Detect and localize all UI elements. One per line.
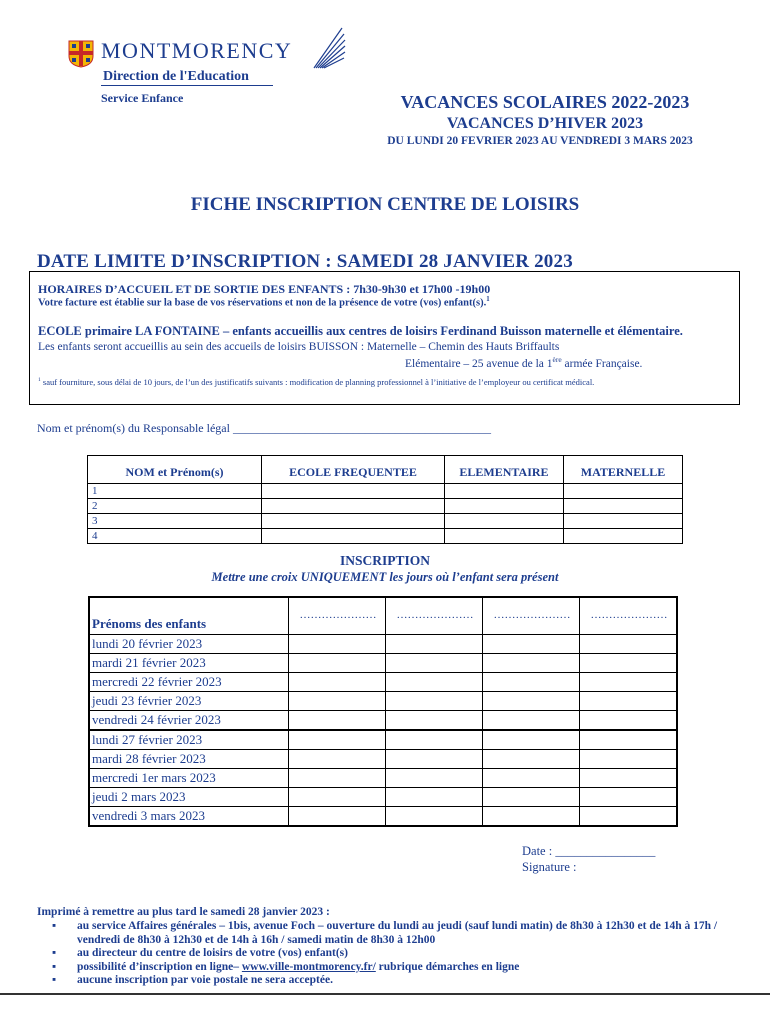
day-label: mercredi 1er mars 2023 (89, 769, 289, 788)
table-row (88, 529, 683, 544)
table-row (88, 499, 683, 514)
header-school-year: VACANCES SCOLAIRES 2022-2023 (400, 92, 690, 112)
day-checkbox[interactable] (483, 769, 580, 788)
remit-list (37, 920, 737, 988)
day-row (89, 788, 677, 807)
day-label: mardi 21 février 2023 (89, 654, 289, 673)
billing-line: Votre facture est établie sur la base de vos réservations et non de la présence de votre (vos) enfant(s). (38, 297, 487, 309)
row-number: 3 (88, 514, 262, 529)
bullet-icon: ▪ (52, 974, 57, 986)
sun-rays-icon (312, 26, 346, 70)
header-holiday: VACANCES D’HIVER 2023 (446, 115, 644, 132)
day-checkbox[interactable] (483, 673, 580, 692)
logo-name: MONTMORENCY (101, 38, 293, 63)
footnote-number: 1 (38, 377, 41, 384)
day-label: vendredi 24 février 2023 (89, 711, 289, 731)
day-checkbox[interactable] (386, 711, 483, 731)
day-checkbox[interactable] (386, 750, 483, 769)
col-maternelle: MATERNELLE (564, 456, 683, 484)
day-checkbox[interactable] (580, 788, 678, 807)
footnote-text: sauf fourniture, sous délai de 10 jours, de l’un des justificatifs suivants : modification de planning professionnel à l’initiative de l’employeur ou certificat médical. (40, 377, 595, 387)
footnote (38, 377, 594, 387)
day-checkbox[interactable] (580, 635, 678, 654)
day-row (89, 730, 677, 750)
day-checkbox[interactable] (386, 788, 483, 807)
remit-item-text: au directeur du centre de loisirs de votre (vos) enfant(s) (77, 947, 348, 959)
day-label: lundi 27 février 2023 (89, 730, 289, 750)
day-checkbox[interactable] (580, 769, 678, 788)
remit-item-text: aucune inscription par voie postale ne sera acceptée. (77, 974, 333, 986)
welcome-text: Les enfants seront accueillis au sein des accueils de loisirs BUISSON : Maternelle – Chemin des Hauts Briffaults (38, 341, 560, 353)
day-checkbox[interactable] (483, 635, 580, 654)
elementaire-cell[interactable] (445, 529, 564, 544)
billing-footnote-ref: 1 (486, 296, 490, 303)
day-checkbox[interactable] (483, 730, 580, 750)
table-row (88, 484, 683, 499)
elementaire-cell[interactable] (445, 484, 564, 499)
day-checkbox[interactable] (289, 750, 386, 769)
billing-text (38, 296, 490, 309)
day-label: jeudi 23 février 2023 (89, 692, 289, 711)
day-checkbox[interactable] (580, 750, 678, 769)
page-bottom-rule (0, 993, 770, 995)
col-elementaire: ELEMENTAIRE (445, 456, 564, 484)
elementaire-cell[interactable] (445, 499, 564, 514)
list-item (37, 961, 737, 975)
day-checkbox[interactable] (483, 807, 580, 827)
list-item (37, 974, 737, 988)
day-checkbox[interactable] (580, 730, 678, 750)
day-row (89, 711, 677, 731)
montmorency-crest-logo (68, 40, 94, 68)
child-name-slot[interactable]: ………………… (386, 597, 483, 635)
list-item (37, 947, 737, 961)
bullet-icon: ▪ (52, 960, 57, 973)
row-number: 4 (88, 529, 262, 544)
day-checkbox[interactable] (386, 692, 483, 711)
signature-field[interactable]: Signature : (522, 860, 577, 874)
day-checkbox[interactable] (289, 807, 386, 827)
prenoms-header: Prénoms des enfants (89, 597, 289, 635)
day-checkbox[interactable] (483, 654, 580, 673)
child-name-slot[interactable]: ………………… (580, 597, 678, 635)
day-label: vendredi 3 mars 2023 (89, 807, 289, 827)
row-number: 2 (88, 499, 262, 514)
elem-address-end: armée Française. (561, 357, 643, 370)
day-row (89, 673, 677, 692)
deadline-title: DATE LIMITE D’INSCRIPTION : SAMEDI 28 JANVIER 2023 (37, 251, 573, 272)
row-number: 1 (88, 484, 262, 499)
day-label: mardi 28 février 2023 (89, 750, 289, 769)
school-text: ECOLE primaire LA FONTAINE – enfants accueillis aux centres de loisirs Ferdinand Buisson maternelle et élémentaire. (38, 324, 683, 338)
inscription-subtitle: Mettre une croix UNIQUEMENT les jours où l’enfant sera présent (211, 570, 559, 584)
day-checkbox[interactable] (386, 635, 483, 654)
col-nom-prenom: NOM et Prénom(s) (88, 456, 262, 484)
remit-item-text: au service Affaires générales – 1bis, avenue Foch – ouverture du lundi au jeudi (sauf lundi matin) de 8h30 à 12h30 et de 14h à 17h / vendredi de 8h30 à 12h30 et de 14h à 16h / samedi matin de 8h30 à 12h00 (77, 920, 718, 946)
day-row (89, 769, 677, 788)
day-checkbox[interactable] (386, 807, 483, 827)
bullet-icon: ▪ (52, 947, 57, 959)
ecole-cell[interactable] (262, 484, 445, 499)
col-ecole: ECOLE FREQUENTEE (262, 456, 445, 484)
day-checkbox[interactable] (289, 692, 386, 711)
day-checkbox[interactable] (289, 711, 386, 731)
day-label: lundi 20 février 2023 (89, 635, 289, 654)
elementary-address (405, 355, 642, 370)
day-checkbox[interactable] (580, 673, 678, 692)
maternelle-cell[interactable] (564, 514, 683, 529)
date-field[interactable]: Date : ________________ (522, 844, 656, 858)
direction-education: Direction de l'Education (103, 69, 249, 84)
child-name-slot[interactable]: ………………… (483, 597, 580, 635)
day-checkbox[interactable] (386, 730, 483, 750)
day-checkbox[interactable] (580, 807, 678, 827)
list-item (37, 920, 737, 947)
day-checkbox[interactable] (386, 654, 483, 673)
day-checkbox[interactable] (483, 788, 580, 807)
day-checkbox[interactable] (289, 635, 386, 654)
info-box (29, 271, 740, 405)
day-checkbox[interactable] (483, 711, 580, 731)
children-table (87, 455, 683, 544)
day-checkbox[interactable] (289, 730, 386, 750)
day-checkbox[interactable] (386, 673, 483, 692)
days-table-header (89, 597, 677, 635)
day-row (89, 654, 677, 673)
day-label: mercredi 22 février 2023 (89, 673, 289, 692)
elementaire-cell[interactable] (445, 514, 564, 529)
remit-item-text: rubrique démarches en ligne (375, 960, 520, 973)
day-checkbox[interactable] (580, 692, 678, 711)
inscription-title: INSCRIPTION (339, 553, 431, 568)
website-link[interactable]: www.ville-montmorency.fr/ (241, 960, 376, 973)
header-dates: DU LUNDI 20 FEVRIER 2023 AU VENDREDI 3 MARS 2023 (387, 135, 693, 147)
day-checkbox[interactable] (289, 654, 386, 673)
day-row (89, 692, 677, 711)
day-checkbox[interactable] (289, 788, 386, 807)
children-table-header (88, 456, 683, 484)
maternelle-cell[interactable] (564, 484, 683, 499)
ecole-cell[interactable] (262, 499, 445, 514)
remit-title: Imprimé à remettre au plus tard le samedi 28 janvier 2023 : (37, 906, 330, 918)
day-checkbox[interactable] (580, 654, 678, 673)
remit-item-text: possibilité d’inscription en ligne– (77, 960, 242, 973)
logo-underline (101, 85, 273, 86)
days-table (88, 596, 678, 827)
maternelle-cell[interactable] (564, 529, 683, 544)
day-row (89, 635, 677, 654)
elem-address-sup: ère (552, 355, 562, 364)
day-row (89, 750, 677, 769)
responsable-field[interactable]: Nom et prénom(s) du Responsable légal ___________________________________________ (37, 421, 491, 435)
child-name-slot[interactable]: ………………… (289, 597, 386, 635)
service-enfance: Service Enfance (101, 91, 184, 105)
ecole-cell[interactable] (262, 514, 445, 529)
maternelle-cell[interactable] (564, 499, 683, 514)
day-checkbox[interactable] (386, 769, 483, 788)
day-label: jeudi 2 mars 2023 (89, 788, 289, 807)
elem-address-start: Elémentaire – 25 avenue de la 1 (405, 357, 553, 370)
hours-text: HORAIRES D’ACCUEIL ET DE SORTIE DES ENFANTS : 7h30-9h30 et 17h00 -19h00 (38, 282, 491, 296)
form-title: FICHE INSCRIPTION CENTRE DE LOISIRS (190, 194, 580, 215)
day-checkbox[interactable] (483, 692, 580, 711)
day-row (89, 807, 677, 827)
ecole-cell[interactable] (262, 529, 445, 544)
day-checkbox[interactable] (289, 673, 386, 692)
day-checkbox[interactable] (580, 711, 678, 731)
table-row (88, 514, 683, 529)
bullet-icon: ▪ (52, 920, 57, 932)
day-checkbox[interactable] (483, 750, 580, 769)
day-checkbox[interactable] (289, 769, 386, 788)
